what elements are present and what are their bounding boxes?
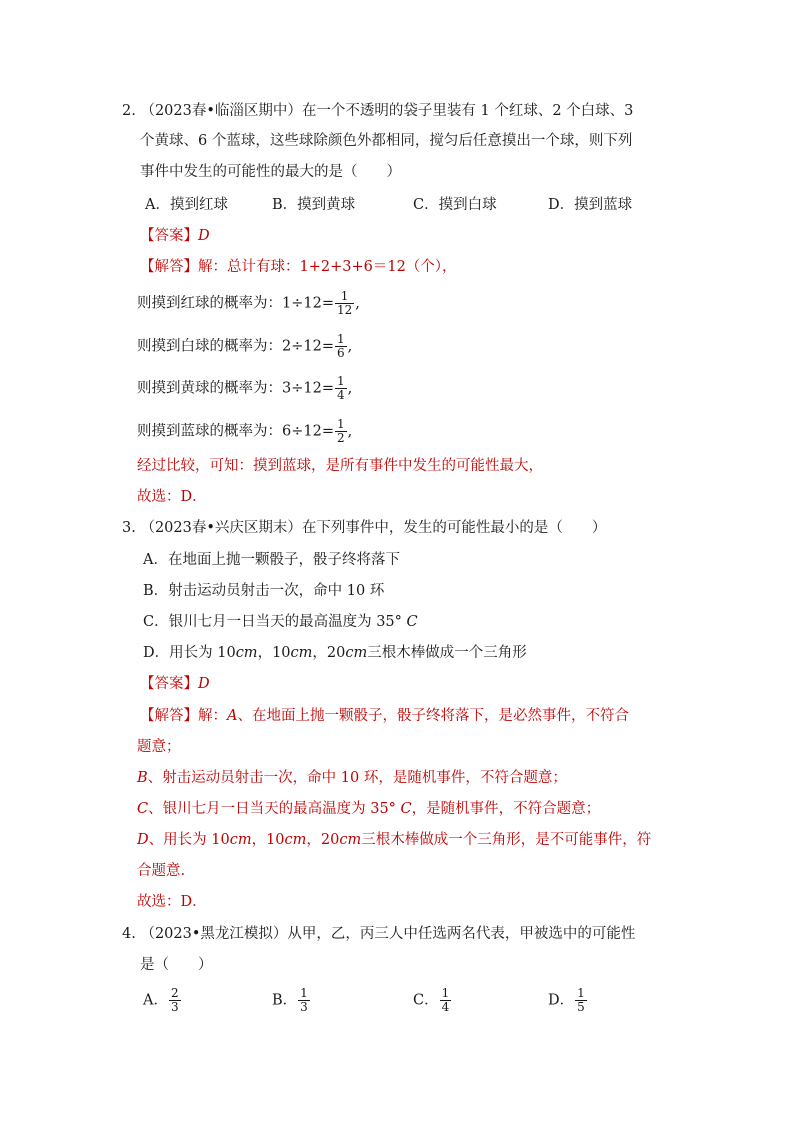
q4-option-a-fraction: $\frac{2}{3}$ bbox=[170, 986, 179, 1014]
q3-analysis-c: C、银川七月一日当天的最高温度为 35° C，是随机事件，不符合题意； bbox=[137, 801, 601, 817]
q4-option-c: C． $\frac{1}{4}$ bbox=[413, 986, 450, 1014]
q3-analysis-b: B、射击运动员射击一次，命中 10 环，是随机事件，不符合题意； bbox=[137, 770, 567, 786]
q2-stem-line2: 个黄球、6 个蓝球，这些球除颜色外都相同，搅匀后任意摸出一个球，则下列 bbox=[140, 133, 633, 149]
q2-answer-value: D bbox=[198, 228, 210, 244]
q2-prob-white-expr: 2÷12= bbox=[282, 338, 334, 355]
q2-prob-blue: 则摸到蓝球的概率为：6÷12= $\frac{1}{2}$ , bbox=[137, 417, 353, 445]
q4-stem-line1: 4. （2023•黑龙江模拟）从甲，乙，丙三人中任选两名代表，甲被选中的可能性 bbox=[122, 926, 636, 942]
q3-analysis-a-line2: 题意； bbox=[137, 739, 181, 755]
q4-option-c-fraction: $\frac{1}{4}$ bbox=[441, 986, 450, 1014]
q2-prob-blue-fraction: $\frac{1}{2}$ bbox=[336, 417, 345, 445]
q3-choice: 故选：D． bbox=[137, 894, 207, 910]
q2-analysis-label: 【解答】 bbox=[140, 259, 198, 275]
q2-prob-yellow-expr: 3÷12= bbox=[282, 380, 334, 397]
q4-option-b: B． $\frac{1}{3}$ bbox=[272, 986, 308, 1014]
q2-prob-blue-expr: 6÷12= bbox=[282, 423, 334, 440]
q3-analysis-d-line1: D、用长为 10cm，10cm，20cm三根木棒做成一个三角形，是不可能事件，符 bbox=[137, 832, 652, 848]
q4-option-a: A． $\frac{2}{3}$ bbox=[143, 986, 179, 1014]
q2-analysis-intro bbox=[140, 257, 457, 277]
q2-prob-red-text: 则摸到红球的概率为： bbox=[137, 295, 282, 312]
q2-prob-yellow: 则摸到黄球的概率为：3÷12= $\frac{1}{4}$ , bbox=[137, 374, 353, 402]
q2-prob-yellow-fraction: $\frac{1}{4}$ bbox=[336, 374, 345, 402]
q3-stem: 3. （2023春•兴庆区期末）在下列事件中，发生的可能性最小的是（ ） bbox=[122, 520, 607, 536]
q2-option-a: A．摸到红球 bbox=[145, 197, 228, 213]
q2-prob-red-fraction: $\frac{1}{12}$ bbox=[336, 289, 353, 317]
q2-option-b: B．摸到黄球 bbox=[272, 197, 356, 213]
q2-analysis-text: 解：总计有球：1+2+3+6＝12（个）， bbox=[198, 259, 457, 275]
q4-option-d-fraction: $\frac{1}{5}$ bbox=[577, 986, 585, 1014]
q2-prob-red: 则摸到红球的概率为：1÷12= $\frac{1}{12}$ , bbox=[137, 289, 360, 317]
q3-analysis-d-line2: 合题意. bbox=[137, 863, 186, 879]
q2-conclusion: 经过比较，可知：摸到蓝球，是所有事件中发生的可能性最大， bbox=[137, 458, 543, 474]
q2-prob-white-fraction: $\frac{1}{6}$ bbox=[336, 332, 345, 360]
q2-prob-white: 则摸到白球的概率为：2÷12= $\frac{1}{6}$ , bbox=[137, 332, 353, 360]
q2-answer-label: 【答案】 bbox=[140, 228, 198, 244]
q2-prob-blue-text: 则摸到蓝球的概率为： bbox=[137, 423, 282, 440]
q2-choice: 故选：D． bbox=[137, 489, 207, 505]
q2-stem-line1: 2. （2023春•临淄区期中）在一个不透明的袋子里装有 1 个红球、2 个白球、3 bbox=[122, 103, 634, 119]
q4-option-d: D． $\frac{1}{5}$ bbox=[548, 986, 585, 1014]
q3-option-d: D．用长为 10cm，10cm，20cm三根木棒做成一个三角形 bbox=[143, 645, 527, 661]
q2-option-c: C．摸到白球 bbox=[413, 197, 497, 213]
q2-prob-white-text: 则摸到白球的概率为： bbox=[137, 338, 282, 355]
q2-prob-yellow-text: 则摸到黄球的概率为： bbox=[137, 380, 282, 397]
q2-answer bbox=[140, 226, 210, 246]
q3-option-b: B．射击运动员射击一次，命中 10 环 bbox=[143, 583, 385, 599]
q2-option-d: D．摸到蓝球 bbox=[548, 197, 633, 213]
q3-analysis-a-line1: 【解答】解：A、在地面上抛一颗骰子，骰子终将落下，是必然事件，不符合 bbox=[140, 708, 629, 724]
q3-answer: 【答案】D bbox=[140, 676, 210, 692]
q4-stem-line2: 是（ ） bbox=[140, 957, 213, 973]
q4-option-b-fraction: $\frac{1}{3}$ bbox=[300, 986, 308, 1014]
q3-option-a: A．在地面上抛一颗骰子，骰子终将落下 bbox=[143, 552, 400, 568]
q3-option-c: C．银川七月一日当天的最高温度为 35° C bbox=[143, 614, 418, 630]
q2-prob-red-expr: 1÷12= bbox=[282, 295, 334, 312]
q2-stem-line3: 事件中发生的可能性的最大的是（ ） bbox=[140, 164, 401, 180]
